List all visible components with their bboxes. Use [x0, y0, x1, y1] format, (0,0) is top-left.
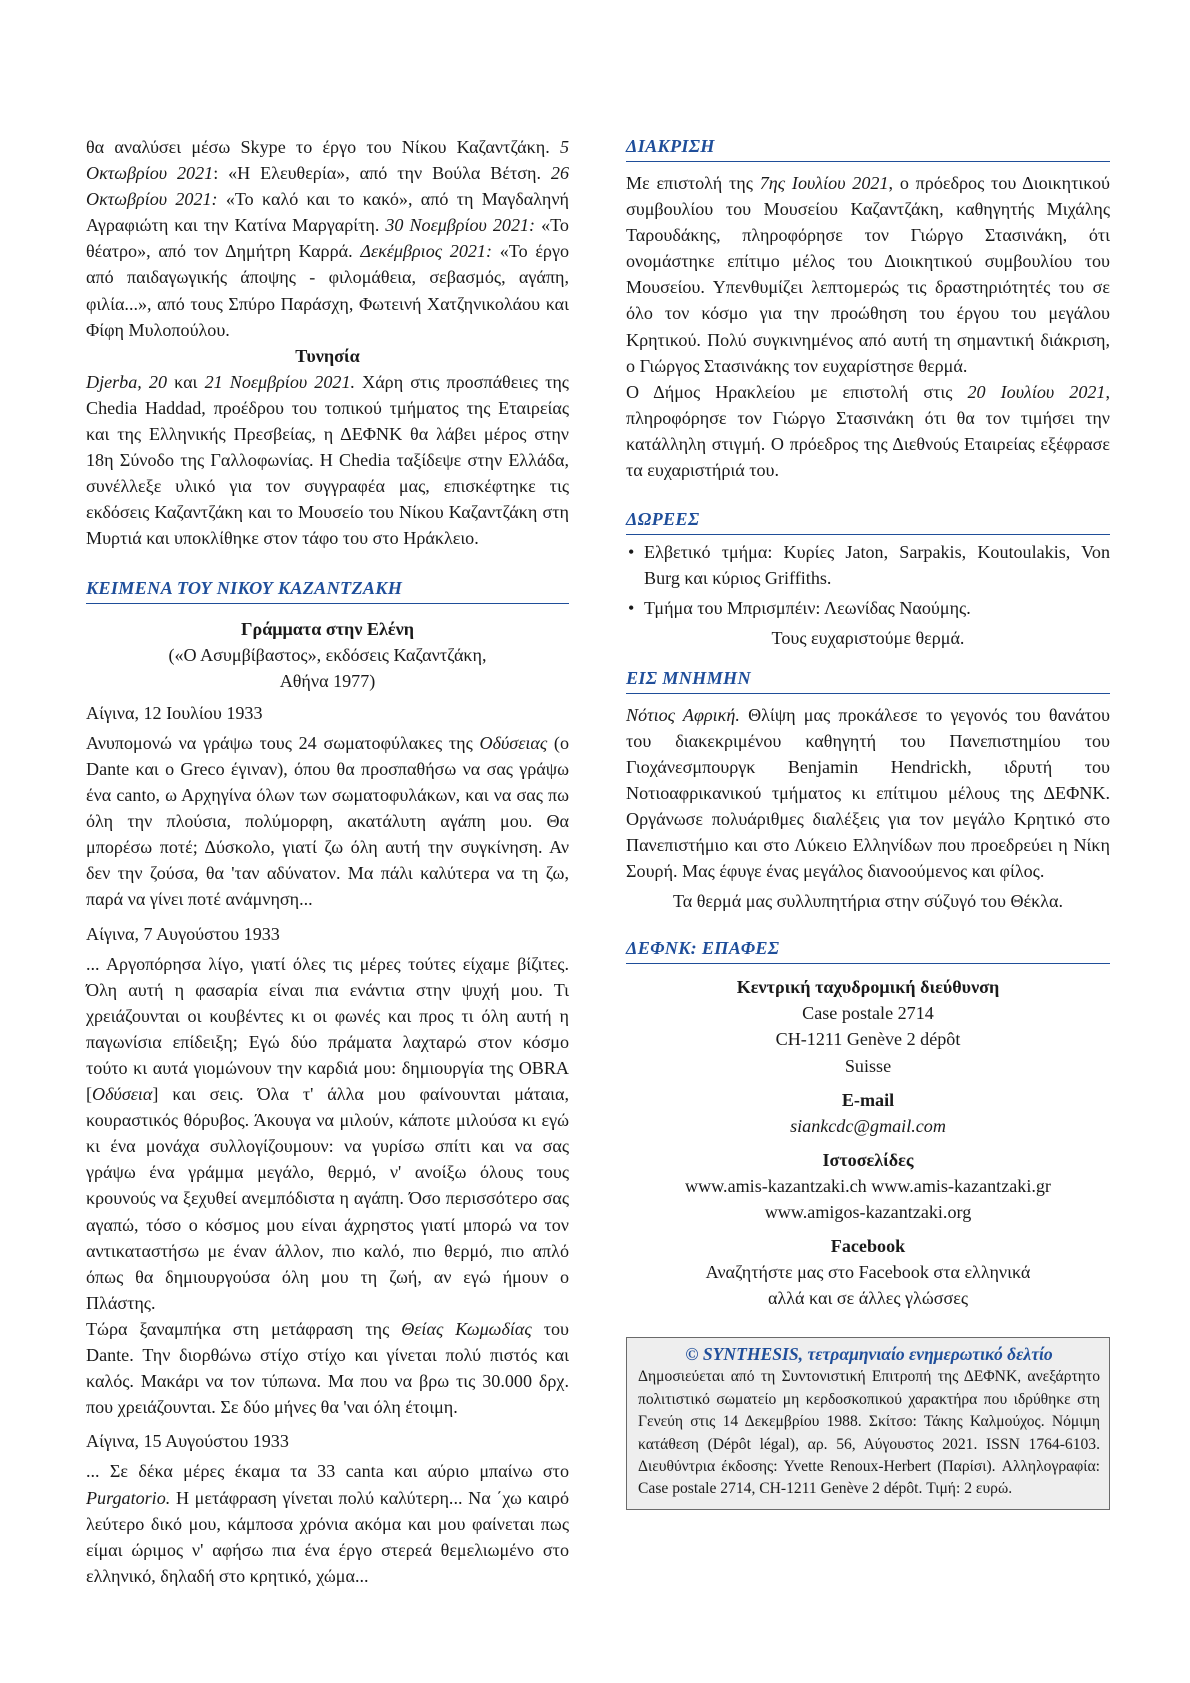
website-link-2[interactable]: www.amigos-kazantzaki.org [764, 1202, 972, 1222]
email-link[interactable]: siankcdc@gmail.com [790, 1115, 946, 1136]
list-item: • Τμήμα του Μπρισμπέιν: Λεωνίδας Ναούμης. [626, 595, 1110, 621]
letters-source-line-2: Αθήνα 1977) [279, 670, 376, 691]
websites-label: Ιστοσελίδες [822, 1149, 914, 1170]
section-heading-in-memoriam: ΕΙΣ ΜΝΗΜΗΝ [626, 666, 1110, 694]
letter-3-body: ... Σε δέκα μέρες έκαμα τα 33 canta και αύριο μπαίνω στο Purgatorio. Η μετάφραση γίνεται πολύ καλύτερη... Να ΄χω καιρό λεύτερο δικό μου, κάμποσα χρόνια ακόμα και μου φαίνεται πως είμαι ώριμος ν' αφήσω πια ένα έργο στερεά θεμελιωμένο στο ελληνικό, δηλαδή στο κρητικό, χώμα... [86, 1461, 569, 1586]
letter-3-date: Αίγινα, 15 Αυγούστου 1933 [86, 1431, 289, 1452]
letter-1-date: Αίγινα, 12 Ιουλίου 1933 [86, 702, 263, 723]
donations-thanks: Τους ευχαριστούμε θερμά. [771, 628, 965, 649]
section-heading-distinction: ΔΙΑΚΡΙΣΗ [626, 134, 1110, 162]
colophon-title: © SYNTHESIS, τετραμηνιαίο ενημερωτικό δελτίο [685, 1344, 1053, 1365]
email-label: E-mail [841, 1089, 895, 1110]
facebook-label: Facebook [830, 1236, 906, 1257]
right-column [626, 134, 1110, 1510]
postal-line-3: Suisse [844, 1055, 892, 1076]
section-heading-contacts: ΔΕΦΝΚ: ΕΠΑΦΕΣ [626, 936, 1110, 964]
left-column [86, 134, 569, 1589]
letter-1-body: Ανυπομονώ να γράψω τους 24 σωματοφύλακες της Οδύσειας (ο Dante και ο Greco έγιναν), όπου θα προσπαθήσω να σας γράψω ένα canto, ω Αρχηγίνα όλων των σωματοφυλάκων, και να σας πω όλη την πλούσια, πολύμορφη, ακατάλυτη αγάπη μου. Θα μπορέσω ποτέ; Δύσκολο, γιατί ζω όλη αυτή την συγκίνηση. Αν δεν την ζούσα, θα 'ταν αδύνατον. Μα πάλι καλύτερα να τη ζω, παρά να γίνει ποτέ ανάμνηση... [86, 732, 569, 910]
donations-list [626, 539, 1110, 621]
facebook-line-2: αλλά και σε άλλες γλώσσες [768, 1288, 968, 1309]
tunisia-heading: Τυνησία [295, 345, 360, 366]
colophon-text: Δημοσιεύεται από τη Συντονιστική Επιτροπή της ΔΕΦΝΚ, ανεξάρτητο πολιτιστικό σωματείο μη κερδοσκοπικού χαρακτήρα που ιδρύθηκε στη Γενεύη στις 14 Δεκεμβρίου 1988. Σκίτσο: Τάκης Καλμούχος. Νόμιμη κατάθεση (Dépôt légal), αρ. 56, Αύγουστος 2021. ISSN 1764-6103. Διευθύντρια έκδοσης: Yvette Renoux-Herbert (Παρίσι). Αλληλογραφία: Case postale 2714, CH-1211 Genève 2 dépôt. Τιμή: 2 ευρώ. [638, 1368, 1100, 1498]
memoriam-paragraph: Νότιος Αφρική. Θλίψη μας προκάλεσε το γεγονός του θανάτου του διακεκριμένου καθηγητή του Πανεπιστημίου του Γιοχάνεσμπουργκ Benjamin Hendrickh, ιδρυτή του Νοτιοαφρικανικού τμήματος κι επίτιμου μέλους της ΔΕΦΝΚ. Οργάνωσε πολυάριθμες διαλέξεις για τον μεγάλο Κρητικό στο Πανεπιστήμιο και στο Λύκειο Ελληνίδων που προεδρεύει η Νίκη Σουρή. Μας έφυγε ένας μεγάλος διανοούμενος και φίλος. [626, 704, 1110, 882]
facebook-line-1: Αναζητήστε μας στο Facebook στα ελληνικά [705, 1262, 1031, 1283]
section-heading-donations: ΔΩΡΕΕΣ [626, 507, 1110, 535]
postal-line-2: CH-1211 Genève 2 dépôt [775, 1029, 961, 1050]
bullet-icon: • [628, 598, 635, 619]
colophon-box [626, 1337, 1110, 1509]
letters-title: Γράμματα στην Ελένη [241, 618, 414, 639]
website-links-1[interactable]: www.amis-kazantzaki.ch www.amis-kazantzaki.gr [685, 1175, 1051, 1196]
letters-source-line-1: («Ο Ασυμβίβαστος», εκδόσεις Καζαντζάκη, [168, 644, 487, 665]
section-heading-kazantzakis-texts: ΚΕΙΜΕΝΑ ΤΟΥ ΝΙΚΟΥ ΚΑΖΑΝΤΖΑΚΗ [86, 576, 569, 604]
tunisia-paragraph: Djerba, 20 και 21 Νοεμβρίου 2021. Χάρη στις προσπάθειες της Chedia Haddad, προέδρου του τοπικού τμήματος της Εταιρείας και της Ελληνικής Πρεσβείας, η ΔΕΦΝΚ θα λάβει μέρος στην 18η Σύνοδο της Γαλλοφωνίας. Η Chedia ταξίδεψε στην Ελλάδα, συνέλλεξε υλικό για τον συγγραφέα μας, επισκέφτηκε τις εκδόσεις Καζαντζάκη και το Μουσείο του Νίκου Καζαντζάκη στη Μυρτιά και υποκλίθηκε στον τάφο του στο Ηράκλειο. [86, 371, 569, 549]
letter-2-body: ... Αργοπόρησα λίγο, γιατί όλες τις μέρες τούτες είχαμε βίζιτες. Όλη αυτή η φασαρία είναι πια ενάντια στην ψυχή μου. Τι χρειάζουνται οι κουβέντες κι οι φωνές και προς τι όλη αυτή η παγωνίσια επίδειξη; Εγώ δύο πράματα λαχταρώ στον κόσμο τούτο κι αυτά γιομώνουν την καρδιά μου: δημιουργία της OBRA [Οδύσεια] και σεις. Όλα τ' άλλα μου φαίνουνται μάταια, κουραστικός θόρυβος. Άκουγα να μιλούν, κάποτε μιλούσα κι εγώ κι ένα μονάχα συλλογίζουμουν: να γυρίσω σπίτι και να σας γράψω ένα γράμμα μεγάλο, θερμό, ν' ανοίξω όλους τους κρουνούς να ξεχυθεί ανεμπόδιστα η αγάπη. Όσο περισσότερο σας αγαπώ, τόσο ο κόσμος μου είναι άχρηστος γιατί μπορώ να τον αντικαταστήσω με έναν άλλον, πιο καλό, πιο θερμό, πιο απλό όπως θα δημιουργούσα όλη μου τη ζωή, αν εγώ ήμουν ο Πλάστης. [86, 953, 569, 1313]
list-item: • Ελβετικό τμήμα: Κυρίες Jaton, Sarpakis, Koutoulakis, Von Burg και κύριος Griffiths. [626, 539, 1110, 591]
contacts-block [626, 974, 1110, 1311]
bullet-icon: • [628, 542, 635, 563]
letter-2-body-continued: Τώρα ξαναμπήκα στη μετάφραση της Θείας Κωμωδίας του Dante. Την διορθώνω στίχο στίχο και γίνεται πολύ πιστός και καλός. Μακάρι να τον τύπωνα. Μα που να βρω τις 30.000 δρχ. που χρειάζουνται. Σε δύο μήνες θα 'ναι όλη έτοιμη. [86, 1318, 569, 1418]
letter-2-date: Αίγινα, 7 Αυγούστου 1933 [86, 923, 280, 944]
postal-label: Κεντρική ταχυδρομική διεύθυνση [736, 977, 1000, 998]
distinction-paragraph-2: Ο Δήμος Ηρακλείου με επιστολή στις 20 Ιουλίου 2021, πληροφόρησε τον Γιώργο Στασινάκη ότι θα τον τιμήσει την κατάλληλη στιγμή. Ο πρόεδρος της Διεθνούς Εταιρείας εξέφρασε τα ευχαριστήριά του. [626, 381, 1111, 481]
postal-line-1: Case postale 2714 [802, 1003, 934, 1024]
distinction-paragraph-1: Με επιστολή της 7ης Ιουλίου 2021, ο πρόεδρος του Διοικητικού συμβουλίου του Μουσείου Καζαντζάκη, καθηγητής Μιχάλης Ταρουδάκης, πληροφόρησε τον Γιώργο Στασινάκη, ότι ονομάστηκε επίτιμο μέλος του Διοικητικού συμβουλίου του Μουσείου. Υπενθυμίζει λεπτομερώς τις δραστηριότητές του σε όλο τον κόσμο για την προώθηση του έργου του μεγάλου Κρητικού. Πολύ συγκινημένος από αυτή τη σημαντική διάκριση, ο Γιώργος Στασινάκης τον ευχαρίστησε θερμά. [626, 173, 1110, 376]
memoriam-condolence: Τα θερμά μας συλλυπητήρια στην σύζυγό του Θέκλα. [672, 891, 1064, 912]
events-paragraph: θα αναλύσει μέσω Skype το έργο του Νίκου Καζαντζάκη. 5 Οκτωβρίου 2021: «Η Ελευθερία», από την Βούλα Βέτση. 26 Οκτωβρίου 2021: «Το καλό και το κακό», από τη Μαγδαληνή Αγραφιώτη και την Κατίνα Μαργαρίτη. 30 Νοεμβρίου 2021: «Το θέατρο», από τον Δημήτρη Καρρά. Δεκέμβριος 2021: «Το έργο από παιδαγωγικής άποψης - φιλομάθεια, σεβασμός, αγάπη, φιλία...», από τους Σπύρο Παράσχη, Φωτεινή Χατζηνικολάου και Φίφη Μυλοπούλου. [86, 137, 569, 340]
